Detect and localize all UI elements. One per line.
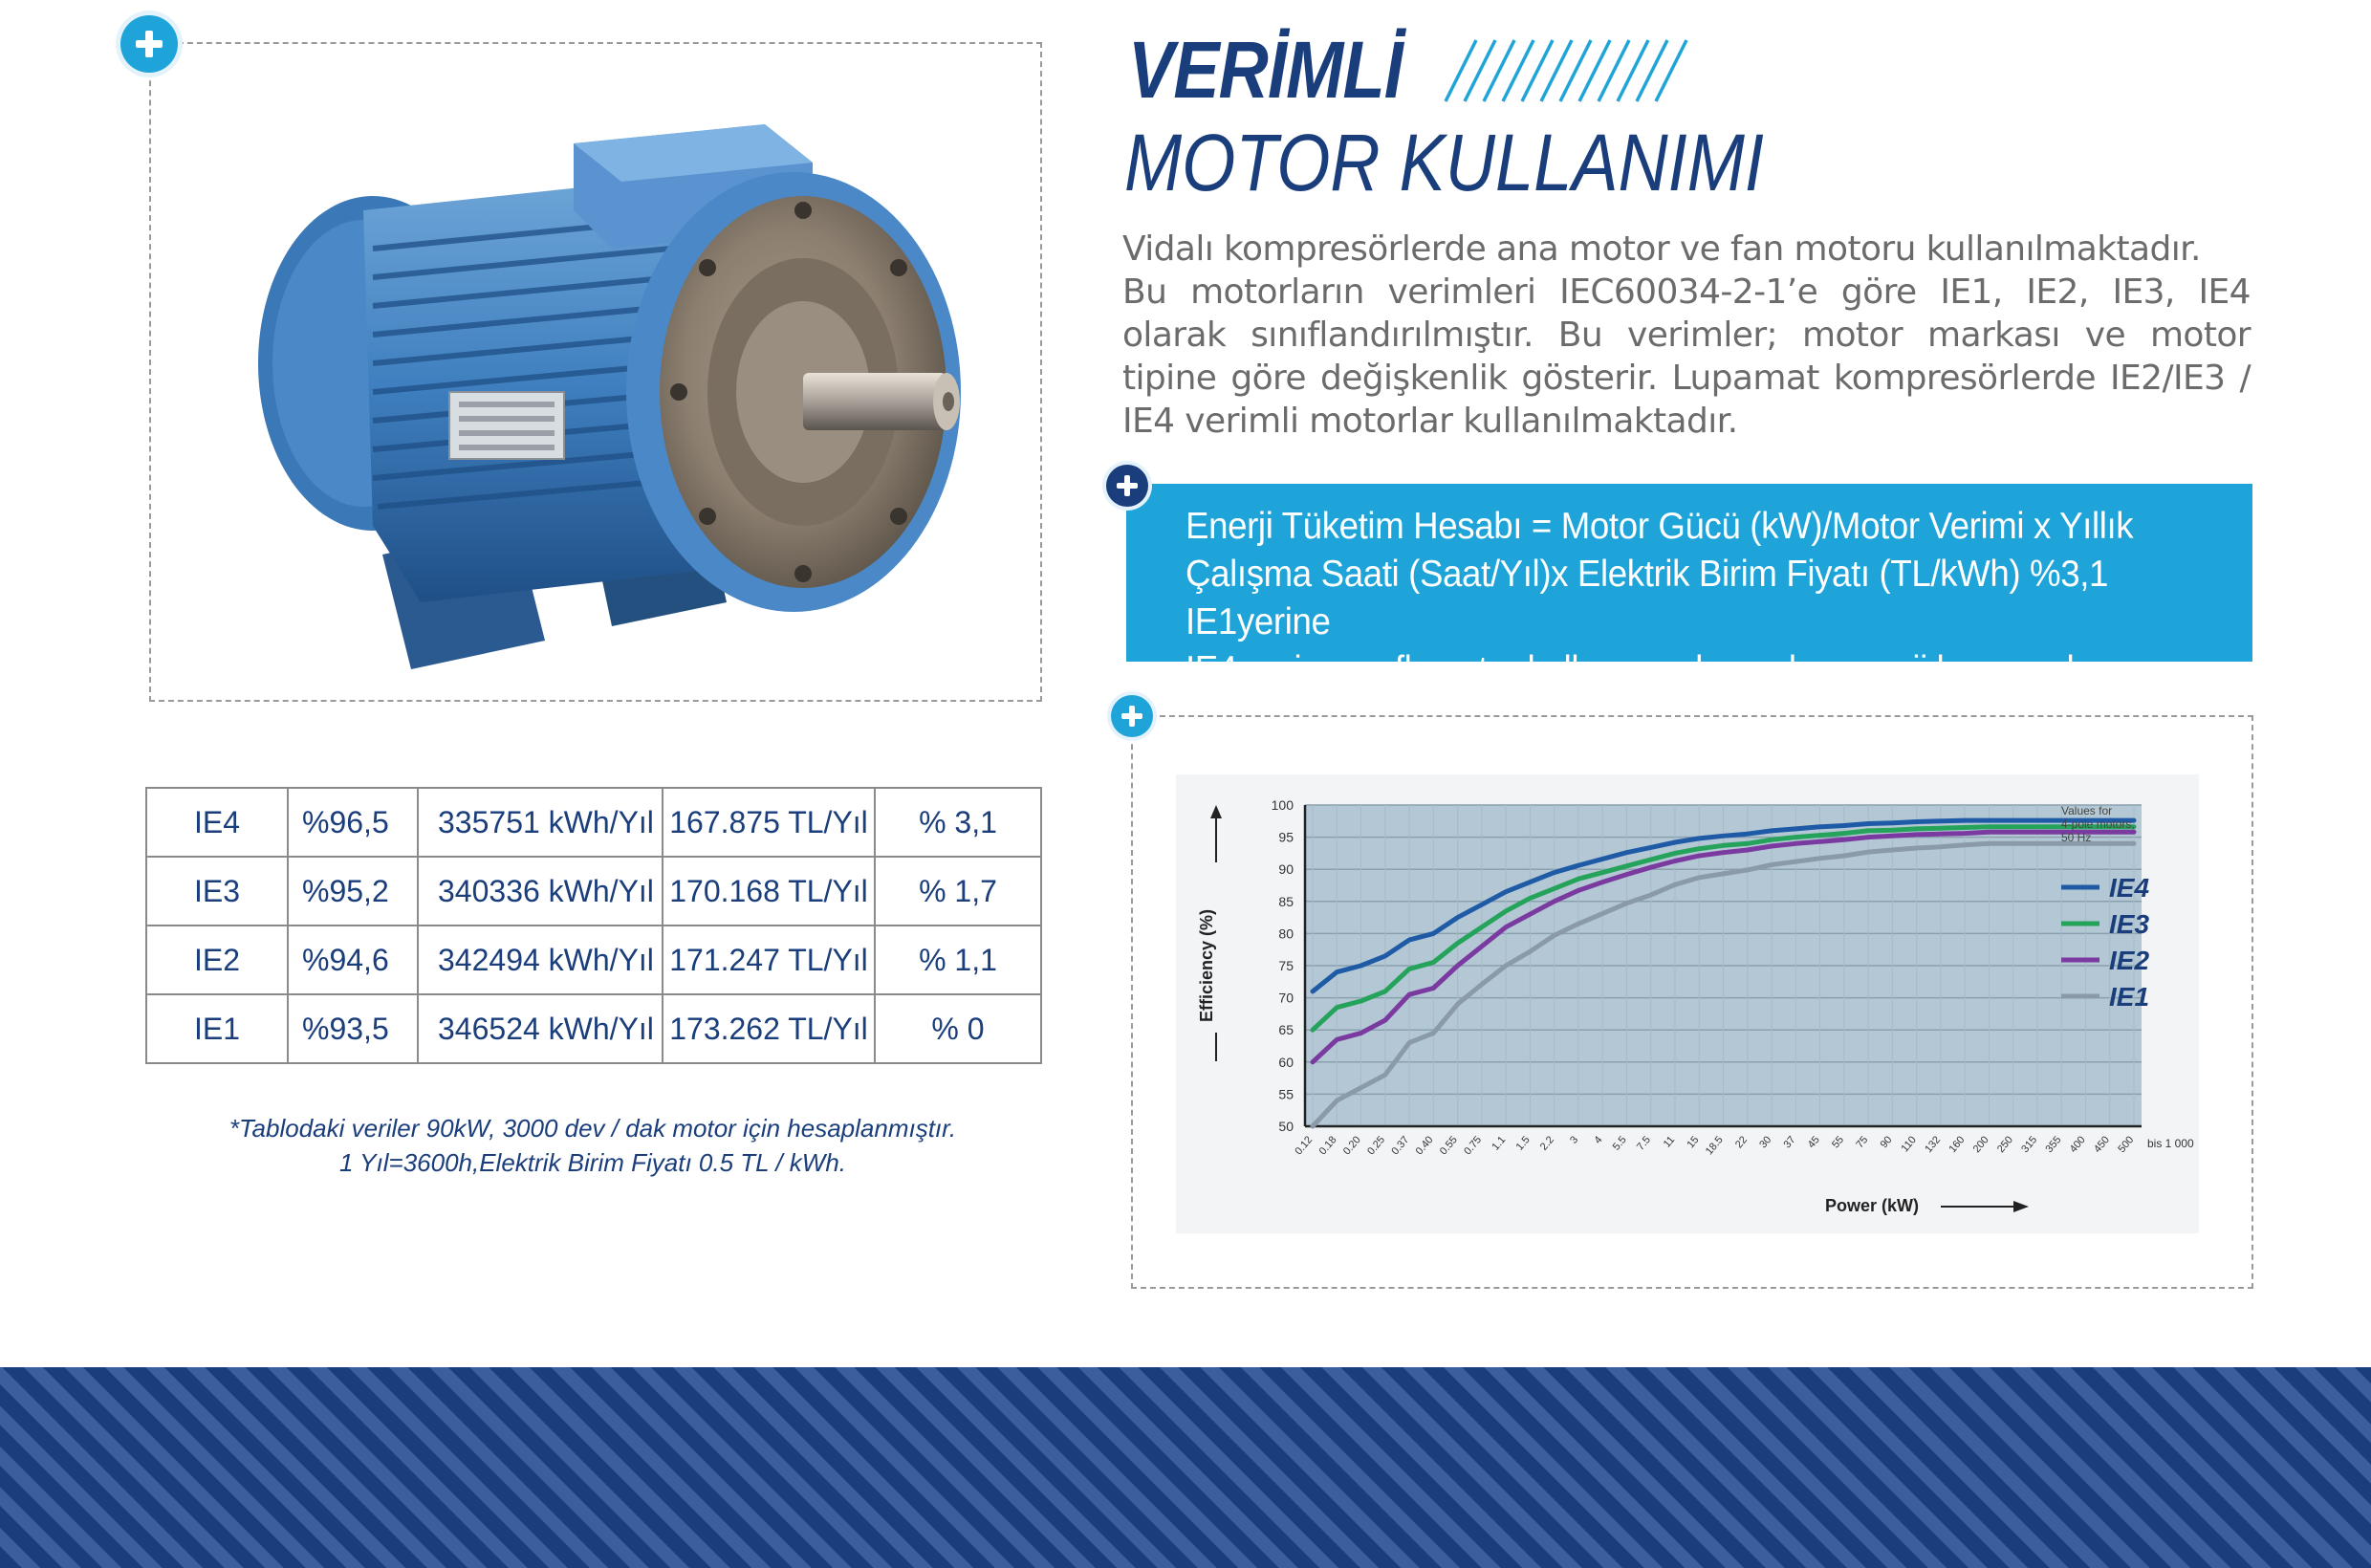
intro-line2: Bu motorların verimleri IEC60034-2-1’e göre IE1, IE2, IE3, IE4 olarak sınıflandırılmıştır. Bu verimler; motor markası ve motor tipine göre değişkenlik gösterir. Lupamat kompresörlerde IE2/IE3 / IE4 verimli motorlar kullanılmaktadır. [1122, 272, 2251, 441]
y-tick-label: 65 [1278, 1022, 1294, 1038]
y-tick-label: 50 [1278, 1119, 1294, 1134]
x-tick-label: 355 [2043, 1134, 2064, 1155]
y-tick-label: 90 [1278, 861, 1294, 878]
x-tick-label: 37 [1781, 1134, 1798, 1151]
x-tick-label: 110 [1899, 1134, 1919, 1155]
table-cell-eff: %94,6 [288, 926, 418, 994]
table-cell-eff: %95,2 [288, 857, 418, 926]
y-tick-label: 100 [1271, 797, 1294, 813]
table-cell-eff: %93,5 [288, 994, 418, 1063]
plus-icon [120, 15, 178, 73]
x-tick-label: 55 [1830, 1134, 1847, 1151]
intro-line1: Vidalı kompresörlerde ana motor ve fan motoru kullanılmaktadır. [1122, 229, 2201, 269]
table-cell-kwh: 342494 kWh/Yıl [418, 926, 663, 994]
x-tick-label: 90 [1878, 1134, 1895, 1151]
energy-line2: Çalışma Saati (Saat/Yıl)x Elektrik Birim Fiyatı (TL/kWh) %3,1 IE1yerine [1186, 554, 2109, 642]
table-row [146, 788, 1041, 857]
table-note [145, 1111, 1040, 1180]
table-cell-gain: % 0 [875, 994, 1041, 1063]
x-tick-label: 132 [1923, 1134, 1944, 1155]
legend-label-ie2: IE2 [2109, 946, 2150, 975]
table-cell-cost: 170.168 TL/Yıl [663, 857, 875, 926]
x-tick-label: 75 [1854, 1134, 1871, 1151]
x-tick-label: 250 [1994, 1134, 2015, 1155]
x-tick-label: 450 [2092, 1134, 2113, 1155]
y-tick-label: 80 [1278, 926, 1294, 942]
x-extra-label: bis 1 000 [2147, 1137, 2194, 1150]
y-tick-label: 55 [1278, 1086, 1294, 1102]
note-line2: 1 Yıl=3600h,Elektrik Birim Fiyatı 0.5 TL / kWh. [338, 1148, 847, 1177]
x-tick-label: 4 [1592, 1134, 1605, 1146]
table-cell-cls: IE2 [146, 926, 288, 994]
legend-note-line: 50 Hz [2061, 831, 2092, 844]
legend-label-ie3: IE3 [2109, 909, 2150, 939]
x-tick-label: 45 [1805, 1134, 1822, 1151]
note-line1: *Tablodaki veriler 90kW, 3000 dev / dak motor için hesaplanmıştır. [228, 1114, 957, 1143]
x-tick-label: 3 [1568, 1134, 1581, 1146]
x-tick-label: 500 [2116, 1134, 2137, 1155]
plus-icon [1111, 695, 1153, 737]
table-cell-cls: IE3 [146, 857, 288, 926]
x-axis-label: Power (kW) [1824, 1196, 1920, 1215]
title-line1: VERİMLİ [1128, 25, 1403, 115]
x-tick-label: 22 [1732, 1134, 1751, 1151]
y-tick-label: 75 [1278, 958, 1294, 973]
x-tick-label: 1.1 [1490, 1134, 1509, 1153]
table-cell-kwh: 346524 kWh/Yıl [418, 994, 663, 1063]
table-cell-cost: 173.262 TL/Yıl [663, 994, 875, 1063]
table-cell-kwh: 340336 kWh/Yıl [418, 857, 663, 926]
table-cell-gain: % 3,1 [875, 788, 1041, 857]
table-cell-gain: % 1,7 [875, 857, 1041, 926]
legend-note-line: 4-pole motors, [2061, 817, 2135, 831]
table-cell-kwh: 335751 kWh/Yıl [418, 788, 663, 857]
x-tick-label: 0.37 [1389, 1134, 1412, 1158]
legend-note-line: Values for [2061, 804, 2113, 817]
table-row [146, 857, 1041, 926]
y-tick-label: 70 [1278, 990, 1294, 1006]
x-tick-label: 0.12 [1293, 1134, 1316, 1158]
table-row [146, 994, 1041, 1063]
x-tick-label: 18.5 [1703, 1134, 1726, 1158]
x-tick-label: 7.5 [1634, 1134, 1654, 1153]
y-tick-label: 95 [1278, 829, 1294, 845]
x-tick-label: 0.40 [1413, 1134, 1436, 1158]
efficiency-table [145, 787, 1042, 1064]
x-tick-label: 160 [1947, 1134, 1968, 1155]
table-row [146, 926, 1041, 994]
x-tick-label: 0.20 [1340, 1134, 1363, 1158]
legend-label-ie4: IE4 [2109, 873, 2150, 903]
x-tick-label: 0.25 [1365, 1134, 1388, 1158]
table-cell-cost: 167.875 TL/Yıl [663, 788, 875, 857]
table-cell-eff: %96,5 [288, 788, 418, 857]
x-tick-label: 11 [1661, 1134, 1678, 1150]
slash-decoration-icon [1444, 38, 1702, 103]
title-line2: MOTOR KULLANIMI [1124, 118, 1764, 207]
y-tick-label: 60 [1278, 1054, 1294, 1070]
intro-paragraph [1122, 228, 2251, 443]
x-tick-label: 15 [1685, 1134, 1702, 1151]
x-tick-label: 2.2 [1537, 1134, 1556, 1153]
table-cell-gain: % 1,1 [875, 926, 1041, 994]
x-tick-label: 400 [2067, 1134, 2088, 1155]
energy-formula-box [1126, 484, 2252, 690]
x-tick-label: 5.5 [1610, 1134, 1629, 1153]
x-tick-label: 30 [1757, 1134, 1774, 1151]
table-cell-cls: IE1 [146, 994, 288, 1063]
table-cell-cls: IE4 [146, 788, 288, 857]
energy-line3: IE4 verim sınıflı motor kullanımından gelen enerji kazancıdır. [1186, 649, 2102, 690]
legend-label-ie1: IE1 [2109, 982, 2150, 1012]
y-axis-label: Efficiency (%) [1197, 908, 1216, 1023]
energy-line1: Enerji Tüketim Hesabı = Motor Gücü (kW)/Motor Verimi x Yıllık [1186, 506, 2134, 547]
x-tick-label: 1.5 [1513, 1134, 1533, 1153]
x-tick-label: 200 [1970, 1134, 1991, 1155]
electric-motor-image [229, 105, 985, 669]
footer-stripes [0, 1367, 2371, 1568]
y-tick-label: 85 [1278, 893, 1294, 909]
x-tick-label: 0.18 [1316, 1134, 1339, 1158]
x-tick-label: 315 [2019, 1134, 2040, 1155]
efficiency-chart [1176, 774, 2199, 1233]
x-tick-label: 0.55 [1437, 1134, 1460, 1158]
plus-icon [1106, 465, 1148, 507]
table-cell-cost: 171.247 TL/Yıl [663, 926, 875, 994]
x-tick-label: 0.75 [1462, 1134, 1485, 1158]
